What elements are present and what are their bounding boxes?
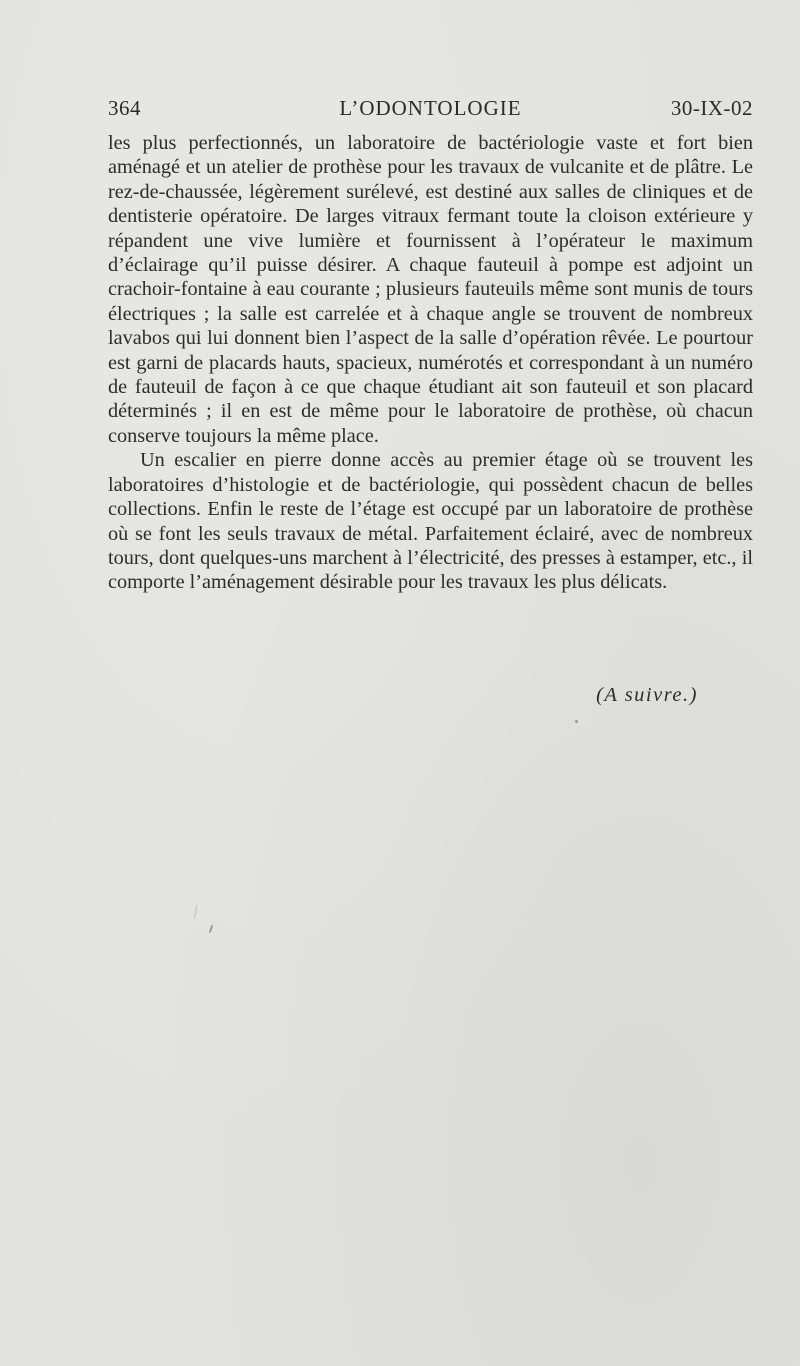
paragraph-1: les plus perfectionnés, un laboratoire de bactériologie vaste et fort bien aménagé et un atelier de prothèse pour les travaux de vulcanite et de plâtre. Le rez-de-chaussée, légèrement surélevé, est destiné aux salles de cliniques et de dentisterie opératoire. De larges vitraux fermant toute la cloison extérieure y répandent une vive lumière et fournissent à l’opérateur le maximum d’éclairage qu’il puisse désirer. A chaque fauteuil à pompe est adjoint un crachoir-fontaine à eau courante ; plusieurs fauteuils même sont munis de tours électriques ; la salle est carrelée et à chaque angle se trouvent de nombreux lavabos qui lui donnent bien l’aspect de la salle d’opération rêvée. Le pourtour est garni de placards hauts, spacieux, numérotés et correspondant à un numéro de fauteuil de façon à ce que chaque étudiant ait son fauteuil et son placard déterminés ; il en est de même pour le laboratoire de prothèse, où chacun conserve toujours la même place. [108, 132, 753, 447]
article-body [108, 131, 753, 595]
paper-speck [194, 905, 198, 919]
issue-date: 30-IX-02 [670, 96, 753, 120]
paragraph-2: Un escalier en pierre donne accès au premier étage où se trouvent les laboratoires d’histologie et de bactériologie, qui possèdent chacun de belles collections. Enfin le reste de l’étage est occupé par un laboratoire de prothèse où se font les seuls travaux de métal. Parfaitement éclairé, avec de nombreux tours, dont quelques-uns marchent à l’électricité, des presses à estamper, etc., il comporte l’aménagement désirable pour les travaux les plus délicats. [108, 449, 753, 594]
paper-speck [575, 720, 578, 723]
continuation-note: (A suivre.) [596, 684, 698, 706]
running-header [108, 96, 753, 124]
page-number: 364 [108, 96, 141, 120]
paper-speck [209, 925, 214, 933]
journal-title: L’ODONTOLOGIE [339, 96, 522, 120]
